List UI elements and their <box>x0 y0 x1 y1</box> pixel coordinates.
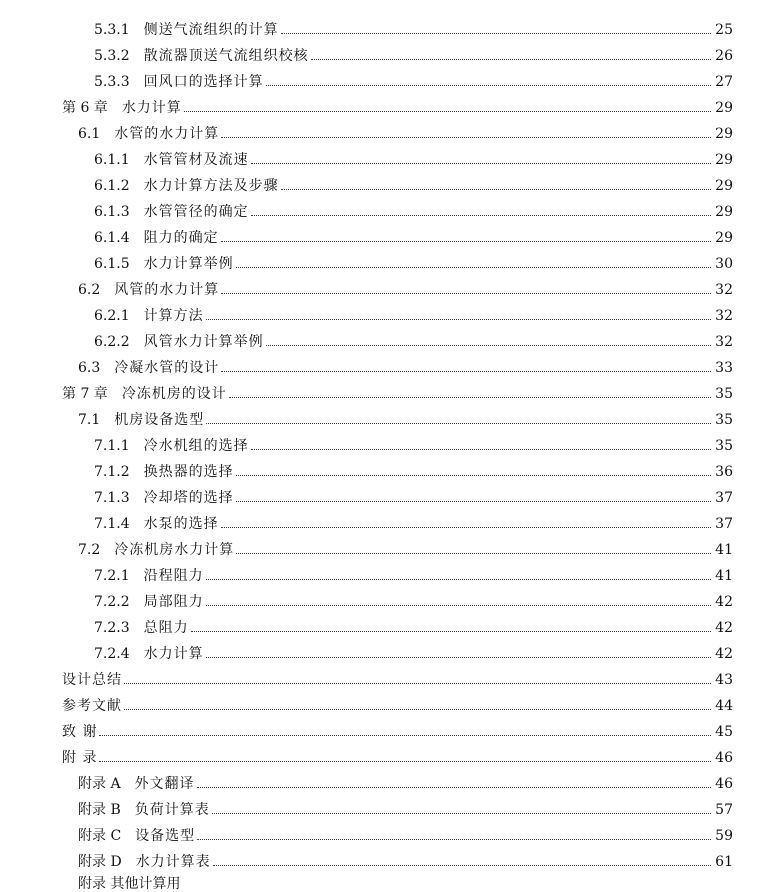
toc-entry-number: 7.1 <box>78 412 101 428</box>
toc-entry-page-number: 26 <box>715 48 733 64</box>
toc-entry-title: 水管管材及流速 <box>143 152 249 168</box>
dot-leader <box>251 449 711 450</box>
toc-entry[interactable] <box>0 485 784 511</box>
toc-entry-number: 6.2 <box>78 282 101 298</box>
toc-entry-number: 7.1.3 <box>94 490 130 506</box>
toc-entry-page-number: 42 <box>715 620 733 636</box>
toc-entry[interactable] <box>0 147 784 173</box>
toc-entry-page-number: 35 <box>715 438 733 454</box>
toc-entry[interactable] <box>0 69 784 95</box>
toc-entry[interactable] <box>0 121 784 147</box>
toc-entry-title: 回风口的选择计算 <box>143 74 264 90</box>
toc-entry-title: 沿程阻力 <box>143 568 204 584</box>
toc-entry-page-number: 29 <box>715 152 733 168</box>
cut-row-number: 附录 <box>78 876 106 892</box>
dot-leader <box>236 267 711 268</box>
toc-entry[interactable] <box>0 355 784 381</box>
toc-entry-page-number: 37 <box>715 516 733 532</box>
dot-leader <box>191 631 711 632</box>
toc-entry[interactable] <box>0 641 784 667</box>
toc-entry[interactable] <box>0 511 784 537</box>
toc-entry[interactable] <box>0 277 784 303</box>
dot-leader <box>221 137 711 138</box>
dot-leader <box>221 241 711 242</box>
toc-entry[interactable] <box>0 407 784 433</box>
toc-entry-title: 冷却塔的选择 <box>143 490 234 506</box>
toc-entry[interactable] <box>0 849 784 875</box>
dot-leader <box>184 111 711 112</box>
dot-leader <box>251 163 711 164</box>
toc-entry-page-number: 25 <box>715 22 733 38</box>
dot-leader <box>236 475 711 476</box>
toc-entry[interactable] <box>0 745 784 771</box>
toc-entry[interactable] <box>0 771 784 797</box>
dot-leader <box>124 709 711 710</box>
toc-entry-number: 7.2.3 <box>94 620 130 636</box>
dot-leader <box>266 85 711 86</box>
dot-leader <box>221 371 711 372</box>
toc-entry-page-number: 29 <box>715 204 733 220</box>
toc-entry-page-number: 59 <box>715 828 733 844</box>
toc-entry-number: 附录 C <box>78 828 122 844</box>
toc-entry-number: 6.2.2 <box>94 334 130 350</box>
toc-entry-page-number: 29 <box>715 178 733 194</box>
cut-off-toc-row <box>0 876 784 892</box>
toc-entry[interactable] <box>0 563 784 589</box>
dot-leader <box>197 787 711 788</box>
toc-entry-number: 7.1.4 <box>94 516 130 532</box>
dot-leader <box>99 761 711 762</box>
toc-entry-title: 风管水力计算举例 <box>143 334 264 350</box>
cut-row-title: 其他计算用 <box>110 876 181 892</box>
toc-entry[interactable] <box>0 173 784 199</box>
toc-entry[interactable] <box>0 225 784 251</box>
toc-entry-title: 水力计算 <box>121 100 182 116</box>
dot-leader <box>266 345 711 346</box>
toc-entry-title: 水管管径的确定 <box>143 204 249 220</box>
toc-entry[interactable] <box>0 823 784 849</box>
dot-leader <box>99 735 711 736</box>
toc-entry[interactable] <box>0 667 784 693</box>
toc-entry-number: 附录 B <box>78 802 121 818</box>
toc-entry-number: 6.3 <box>78 360 101 376</box>
toc-entry-page-number: 45 <box>715 724 733 740</box>
toc-entry-title: 风管的水力计算 <box>114 282 220 298</box>
toc-entry-title: 换热器的选择 <box>143 464 234 480</box>
toc-entry-page-number: 37 <box>715 490 733 506</box>
dot-leader <box>206 423 711 424</box>
toc-entry[interactable] <box>0 329 784 355</box>
toc-entry[interactable] <box>0 797 784 823</box>
toc-entry-page-number: 36 <box>715 464 733 480</box>
toc-entry[interactable] <box>0 719 784 745</box>
toc-entry-number: 7.2 <box>78 542 101 558</box>
toc-entry-number: 6.1.5 <box>94 256 130 272</box>
toc-entry-page-number: 46 <box>715 750 733 766</box>
toc-entry[interactable] <box>0 17 784 43</box>
toc-entry[interactable] <box>0 303 784 329</box>
dot-leader <box>206 657 711 658</box>
toc-entry[interactable] <box>0 381 784 407</box>
toc-entry-number: 6.2.1 <box>94 308 130 324</box>
toc-entry-title: 侧送气流组织的计算 <box>143 22 279 38</box>
toc-entry-number: 6.1.2 <box>94 178 130 194</box>
dot-leader <box>251 215 711 216</box>
toc-entry-title: 冷冻机房的设计 <box>121 386 227 402</box>
toc-entry-number: 附录 A <box>78 776 121 792</box>
toc-entry-number: 6.1.3 <box>94 204 130 220</box>
dot-leader <box>206 319 711 320</box>
toc-entry-title: 水泵的选择 <box>143 516 219 532</box>
toc-entry-number: 5.3.1 <box>94 22 130 38</box>
toc-entry-title: 水力计算表 <box>135 854 211 870</box>
toc-entry-title: 计算方法 <box>143 308 204 324</box>
toc-entry-title: 外文翻译 <box>134 776 195 792</box>
toc-entry[interactable] <box>0 537 784 563</box>
toc-entry[interactable] <box>0 199 784 225</box>
toc-entry-page-number: 32 <box>715 308 733 324</box>
toc-entry-page-number: 43 <box>715 672 733 688</box>
toc-entry-page-number: 30 <box>715 256 733 272</box>
toc-entry[interactable] <box>0 615 784 641</box>
dot-leader <box>236 501 711 502</box>
toc-entry-number: 7.2.2 <box>94 594 130 610</box>
toc-entry-title: 附 录 <box>62 750 98 766</box>
toc-entry-number: 7.2.4 <box>94 646 130 662</box>
toc-entry-number: 附录 D <box>78 854 122 870</box>
toc-entry-page-number: 29 <box>715 230 733 246</box>
toc-entry-number: 第 7 章 <box>62 386 108 402</box>
toc-entry[interactable] <box>0 43 784 69</box>
toc-entry-number: 5.3.3 <box>94 74 130 90</box>
toc-entry-title: 水力计算 <box>143 646 204 662</box>
toc-entry-title: 负荷计算表 <box>134 802 210 818</box>
toc-entry[interactable] <box>0 459 784 485</box>
toc-entry-page-number: 41 <box>715 568 733 584</box>
dot-leader <box>236 553 711 554</box>
toc-entry-page-number: 42 <box>715 594 733 610</box>
toc-entry-page-number: 29 <box>715 100 733 116</box>
toc-entry-number: 5.3.2 <box>94 48 130 64</box>
toc-entry-page-number: 57 <box>715 802 733 818</box>
dot-leader <box>213 865 711 866</box>
toc-entry-title: 水力计算举例 <box>143 256 234 272</box>
toc-entry-title: 设备选型 <box>135 828 196 844</box>
toc-entry-page-number: 44 <box>715 698 733 714</box>
toc-entry-number: 7.1.1 <box>94 438 130 454</box>
toc-entry-page-number: 35 <box>715 412 733 428</box>
toc-entry-page-number: 27 <box>715 74 733 90</box>
toc-entry-title: 参考文献 <box>62 698 122 714</box>
dot-leader <box>124 683 711 684</box>
toc-entry-page-number: 29 <box>715 126 733 142</box>
toc-entry-title: 散流器顶送气流组织校核 <box>143 48 309 64</box>
toc-entry[interactable] <box>0 589 784 615</box>
toc-entry-number: 第 6 章 <box>62 100 108 116</box>
dot-leader <box>221 293 711 294</box>
toc-entry[interactable] <box>0 95 784 121</box>
dot-leader <box>281 33 711 34</box>
dot-leader <box>281 189 711 190</box>
toc-entry-title: 冷冻机房水力计算 <box>114 542 235 558</box>
toc-entry-number: 6.1.1 <box>94 152 130 168</box>
dot-leader <box>221 527 711 528</box>
toc-entry-page-number: 41 <box>715 542 733 558</box>
toc-entry-title: 总阻力 <box>143 620 189 636</box>
dot-leader <box>311 59 711 60</box>
toc-entry-page-number: 35 <box>715 386 733 402</box>
toc-entry[interactable] <box>0 251 784 277</box>
dot-leader <box>229 397 711 398</box>
toc-entry-page-number: 32 <box>715 282 733 298</box>
toc-entry-number: 6.1 <box>78 126 101 142</box>
toc-entry-number: 7.2.1 <box>94 568 130 584</box>
toc-entry-title: 设计总结 <box>62 672 122 688</box>
toc-entry-title: 冷凝水管的设计 <box>114 360 220 376</box>
toc-entry-page-number: 61 <box>715 854 733 870</box>
dot-leader <box>212 813 711 814</box>
toc-entry-page-number: 32 <box>715 334 733 350</box>
toc-entry[interactable] <box>0 693 784 719</box>
toc-entry[interactable] <box>0 433 784 459</box>
toc-entry-title: 水管的水力计算 <box>114 126 220 142</box>
dot-leader <box>206 579 711 580</box>
toc-entry-title: 水力计算方法及步骤 <box>143 178 279 194</box>
toc-entry-title: 局部阻力 <box>143 594 204 610</box>
dot-leader <box>197 839 711 840</box>
toc-entry-number: 6.1.4 <box>94 230 130 246</box>
toc-entry-page-number: 42 <box>715 646 733 662</box>
toc-entry-title: 阻力的确定 <box>143 230 219 246</box>
toc-entry-title: 机房设备选型 <box>114 412 205 428</box>
toc-entry-title: 冷水机组的选择 <box>143 438 249 454</box>
table-of-contents <box>0 17 784 875</box>
toc-entry-title: 致 谢 <box>62 724 98 740</box>
toc-entry-number: 7.1.2 <box>94 464 130 480</box>
dot-leader <box>206 605 711 606</box>
toc-entry-page-number: 46 <box>715 776 733 792</box>
toc-entry-page-number: 33 <box>715 360 733 376</box>
